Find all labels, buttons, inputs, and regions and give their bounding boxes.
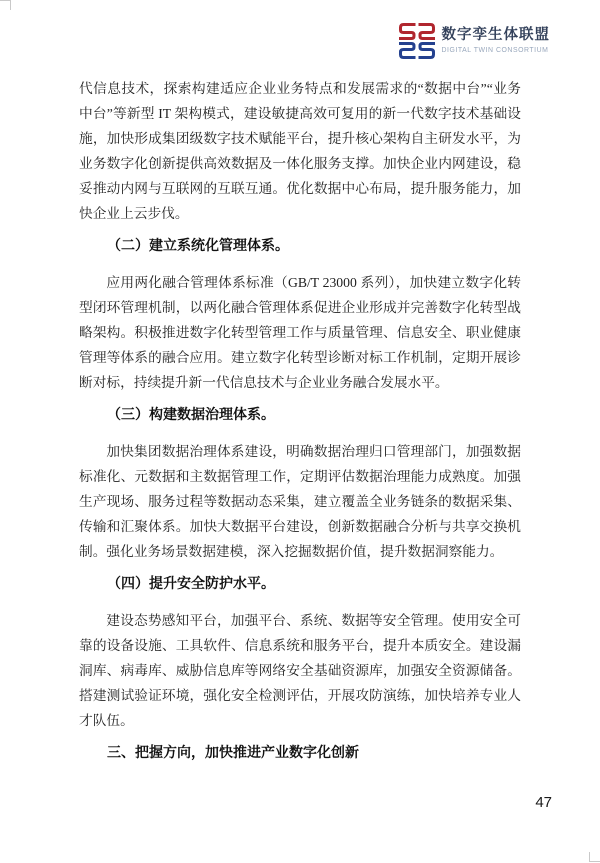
section-heading-4: （四）提升安全防护水平。	[107, 575, 275, 591]
section-heading-2: （二）建立系统化管理体系。	[107, 237, 289, 253]
page-edge-mark-top-left	[0, 0, 11, 10]
page-edge-mark-bottom-right	[589, 852, 600, 862]
brand-title: 数字孪生体联盟	[441, 27, 550, 43]
document-body	[79, 0, 521, 765]
section-paragraph-4: 建设态势感知平台，加强平台、系统、数据等安全管理。使用安全可靠的设备设施、工具软件、信息系统和服务平台，提升本质安全。建设漏洞库、病毒库、威胁信息库等网络安全基础资源库，加强安全资源储备。搭建测试验证环境，强化安全检测评估，开展攻防演练，加快培养专业人才队伍。	[79, 613, 521, 728]
brand-subtitle: DIGITAL TWIN CONSORTIUM	[441, 47, 549, 54]
digital-twin-consortium-logo-icon	[398, 22, 436, 60]
page-number: 47	[535, 794, 552, 811]
continued-paragraph: 代信息技术，探索构建适应企业业务特点和发展需求的“数据中台”“业务中台”等新型 IT 架构模式，建设敏捷高效可复用的新一代数字技术基础设施，加快形成集团级数字技术赋能平台，提升核心架构自主研发水平，为业务数字化创新提供高效数据及一体化服务支撑。加快企业内网建设，稳妥推动内网与互联网的互联互通。优化数据中心布局，提升服务能力，加快企业上云步伐。	[79, 81, 521, 221]
brand-text	[442, 27, 551, 55]
section-heading-3: （三）构建数据治理体系。	[107, 406, 275, 422]
chapter-heading: 三、把握方向，加快推进产业数字化创新	[107, 744, 359, 760]
brand-logo	[398, 22, 551, 60]
section-paragraph-2: 应用两化融合管理体系标准（GB/T 23000 系列），加快建立数字化转型闭环管理机制，以两化融合管理体系促进企业形成并完善数字化转型战略架构。积极推进数字化转型管理工作与质量管理、信息安全、职业健康管理等体系的融合应用。建立数字化转型诊断对标工作机制，定期开展诊断对标，持续提升新一代信息技术与企业业务融合发展水平。	[79, 275, 521, 390]
section-paragraph-3: 加快集团数据治理体系建设，明确数据治理归口管理部门，加强数据标准化、元数据和主数据管理工作，定期评估数据治理能力成熟度。加强生产现场、服务过程等数据动态采集，建立覆盖全业务链条的数据采集、传输和汇聚体系。加快大数据平台建设，创新数据融合分析与共享交换机制。强化业务场景数据建模，深入挖掘数据价值，提升数据洞察能力。	[79, 444, 521, 559]
